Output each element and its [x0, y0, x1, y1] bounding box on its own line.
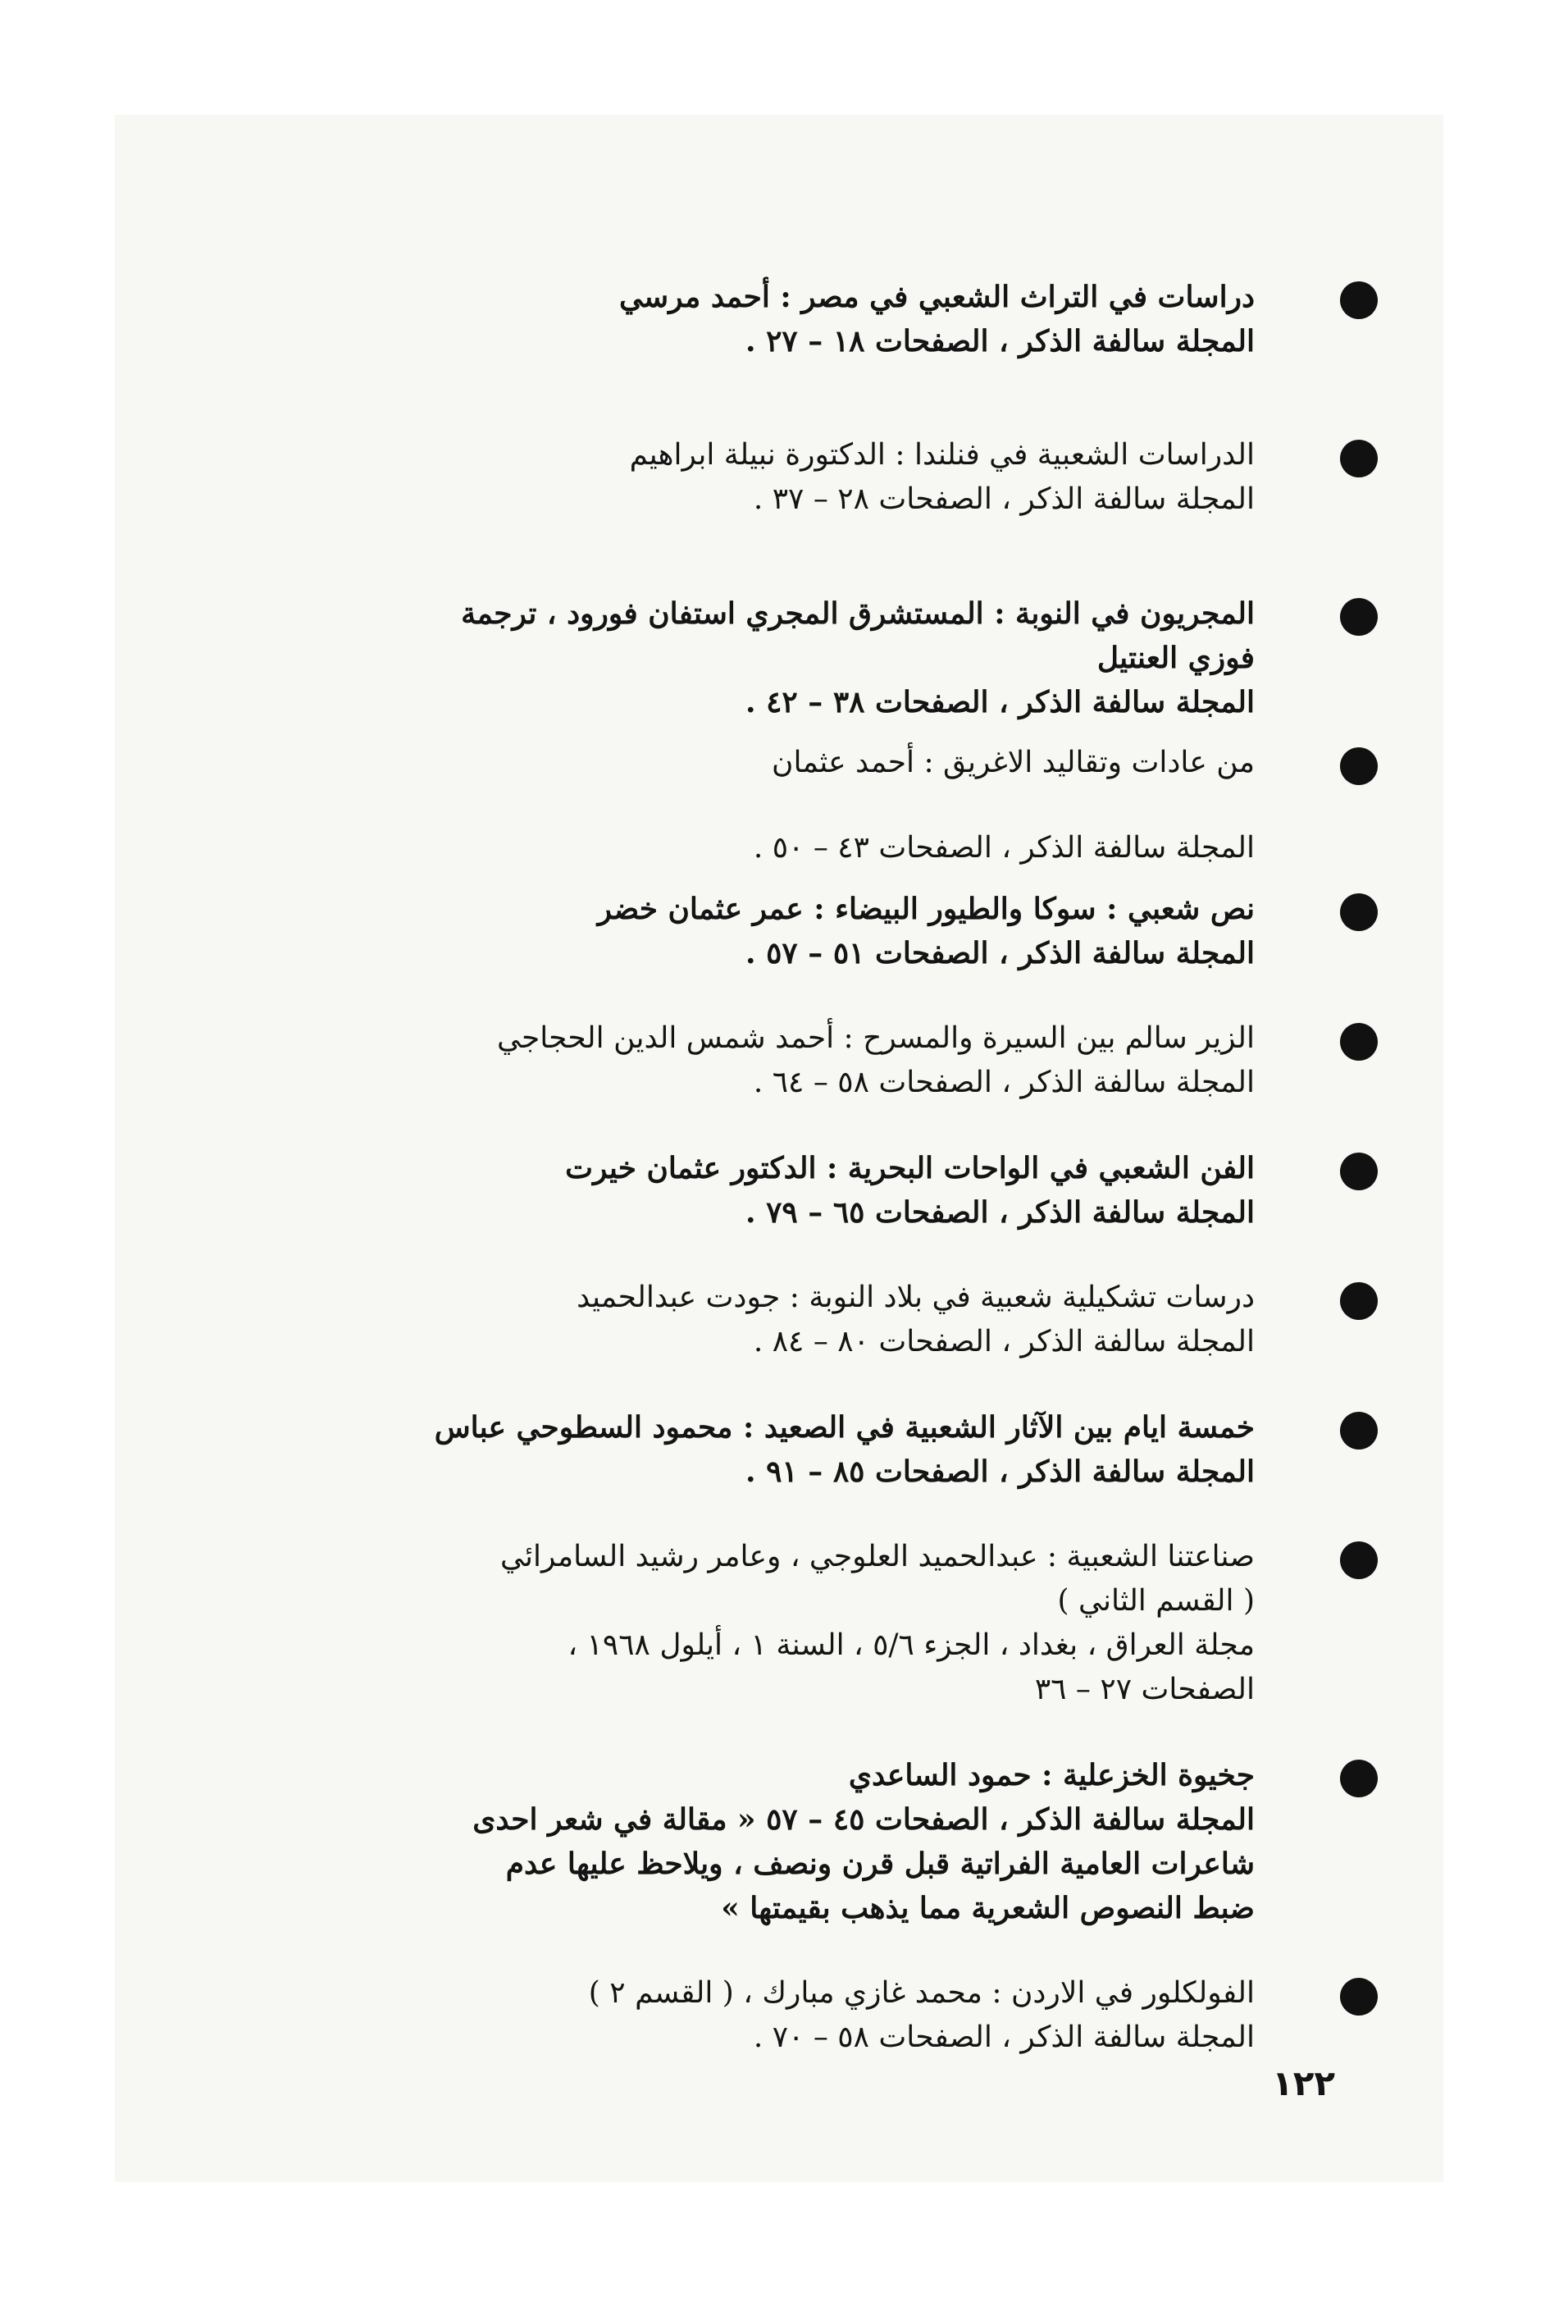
list-item	[230, 275, 1378, 363]
entry-citation: المجلة سالفة الذكر ، الصفحات ٤٣ – ٥٠ .	[753, 831, 1255, 865]
entry-citation: المجلة سالفة الذكر ، الصفحات ٢٨ – ٣٧ .	[753, 482, 1255, 516]
page-number: ١٢٢	[1272, 2063, 1335, 2103]
list-item	[230, 1753, 1378, 1930]
bullet-icon	[1340, 1282, 1378, 1320]
bullet-icon	[1340, 440, 1378, 477]
entry-citation: المجلة سالفة الذكر ، الصفحات ٣٨ – ٤٢ .	[745, 685, 1255, 719]
entry-title: درسات تشكيلية شعبية في بلاد النوبة : جودت عبدالحميد	[577, 1281, 1255, 1314]
list-item	[230, 1971, 1378, 2060]
entry-title: الفولكلور في الاردن : محمد غازي مبارك ، ( القسم ٢ )	[588, 1976, 1255, 2010]
entry-citation: المجلة سالفة الذكر ، الصفحات ٥٨ – ٦٤ .	[753, 1066, 1255, 1099]
list-item	[230, 433, 1378, 522]
entry-citation-continued: الصفحات ٢٧ – ٣٦	[1034, 1673, 1255, 1706]
entry-title: الزير سالم بين السيرة والمسرح : أحمد شمس الدين الحجاجي	[496, 1021, 1255, 1055]
bullet-icon	[1340, 1153, 1378, 1190]
bullet-icon	[1340, 281, 1378, 319]
entry-title: من عادات وتقاليد الاغريق : أحمد عثمان	[772, 746, 1255, 779]
list-item	[230, 1405, 1378, 1494]
bullet-icon	[1340, 1412, 1378, 1450]
entry-title: الدراسات الشعبية في فنلندا : الدكتورة نبيلة ابراهيم	[629, 438, 1255, 472]
entry-citation: المجلة سالفة الذكر ، الصفحات ٥١ – ٥٧ .	[745, 936, 1255, 970]
bibliography-list	[230, 275, 1378, 2060]
entry-title-continued: ( القسم الثاني )	[1057, 1584, 1255, 1618]
entry-citation: مجلة العراق ، بغداد ، الجزء ٥/٦ ، السنة ١ ، أيلول ١٩٦٨ ،	[567, 1628, 1255, 1662]
entry-title-continued: فوزي العنتيل	[1096, 641, 1255, 675]
entry-title: المجريون في النوبة : المستشرق المجري استفان فورود ، ترجمة	[461, 596, 1255, 631]
bullet-icon	[1340, 893, 1378, 931]
entry-note: ضبط النصوص الشعرية مما يذهب بقيمتها »	[721, 1891, 1255, 1925]
entry-title: صناعتنا الشعبية : عبدالحميد العلوجي ، وعامر رشيد السامرائي	[499, 1540, 1255, 1573]
bullet-icon	[1340, 1760, 1378, 1797]
bullet-icon	[1340, 747, 1378, 785]
list-item	[230, 1535, 1378, 1712]
entry-citation: المجلة سالفة الذكر ، الصفحات ٥٨ – ٧٠ .	[753, 2020, 1255, 2054]
bullet-icon	[1340, 1541, 1378, 1579]
entry-citation: المجلة سالفة الذكر ، الصفحات ٤٥ – ٥٧ « مقالة في شعر احدى	[472, 1802, 1255, 1837]
entry-title: جخيوة الخزعلية : حمود الساعدي	[848, 1758, 1255, 1792]
entry-note: شاعرات العامية الفراتية قبل قرن ونصف ، ويلاحظ عليها عدم	[505, 1847, 1255, 1881]
list-item	[230, 1016, 1378, 1105]
bullet-icon	[1340, 1023, 1378, 1061]
entry-title: الفن الشعبي في الواحات البحرية : الدكتور عثمان خيرت	[565, 1151, 1255, 1185]
entry-title: خمسة ايام بين الآثار الشعبية في الصعيد : محمود السطوحي عباس	[434, 1410, 1255, 1445]
entry-citation: المجلة سالفة الذكر ، الصفحات ٨٥ – ٩١ .	[745, 1454, 1255, 1489]
list-item	[230, 1276, 1378, 1364]
bullet-icon	[1340, 598, 1378, 636]
entry-title: نص شعبي : سوكا والطيور البيضاء : عمر عثمان خضر	[597, 892, 1255, 926]
bullet-icon	[1340, 1978, 1378, 2016]
list-item	[230, 591, 1378, 724]
list-item	[230, 887, 1378, 975]
entry-citation: المجلة سالفة الذكر ، الصفحات ١٨ – ٢٧ .	[745, 324, 1255, 358]
entry-citation: المجلة سالفة الذكر ، الصفحات ٨٠ – ٨٤ .	[753, 1325, 1255, 1358]
list-item	[230, 1146, 1378, 1235]
entry-citation: المجلة سالفة الذكر ، الصفحات ٦٥ – ٧٩ .	[745, 1195, 1255, 1230]
list-item	[230, 741, 1378, 870]
entry-title: دراسات في التراث الشعبي في مصر : أحمد مرسي	[619, 280, 1255, 314]
